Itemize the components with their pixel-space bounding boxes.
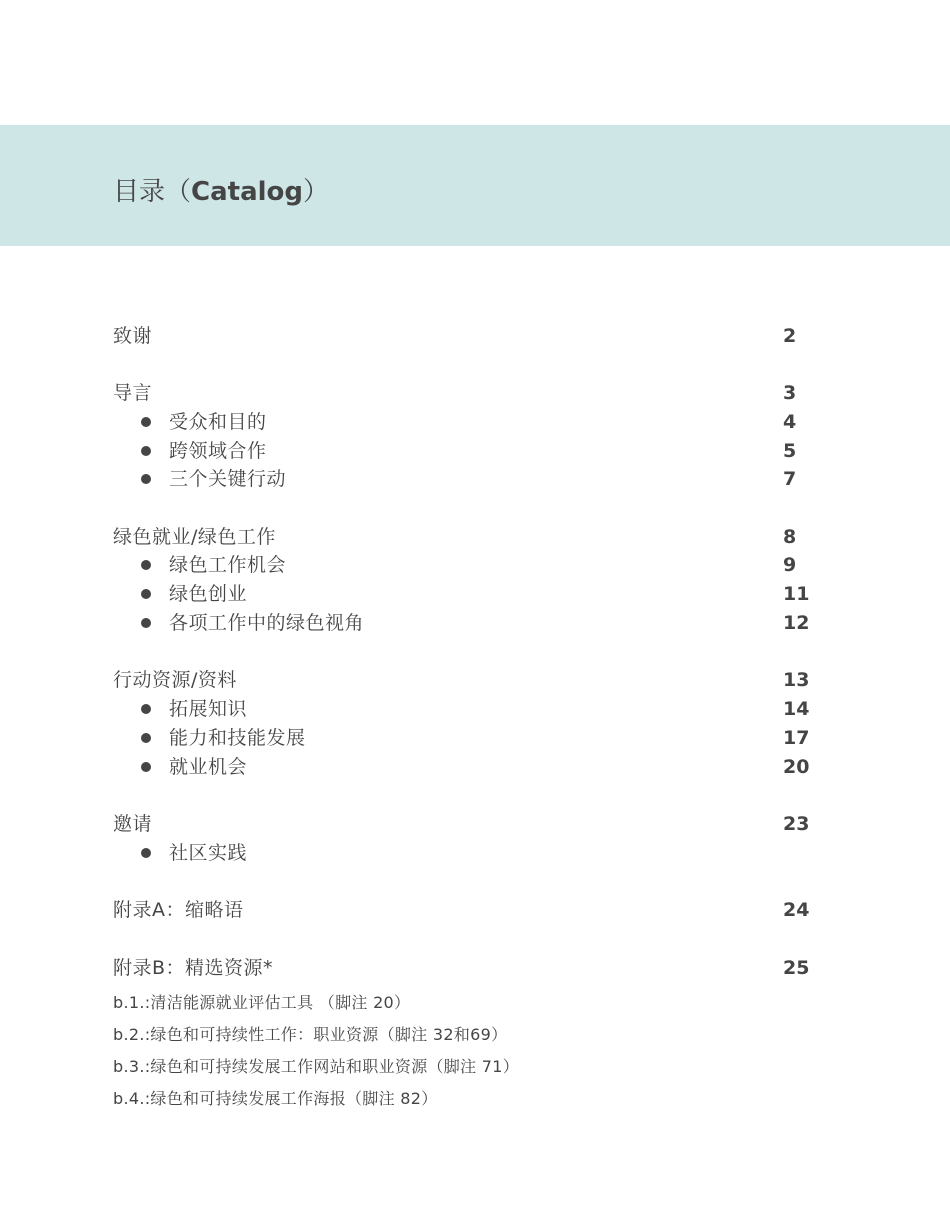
bullet-icon bbox=[141, 589, 151, 599]
page-title-en: Catalog bbox=[191, 177, 304, 207]
toc-entry-page: 2 bbox=[783, 325, 797, 347]
toc-subentry-green-perspective[interactable] bbox=[113, 609, 808, 637]
toc-entry-page: 9 bbox=[783, 554, 797, 576]
toc-entry-page: 23 bbox=[783, 813, 810, 835]
toc-entry-page: 20 bbox=[783, 756, 810, 778]
toc-subentry-employment-opportunities[interactable] bbox=[113, 753, 808, 781]
toc-entry-title: 绿色工作机会 bbox=[169, 554, 287, 576]
toc-entry-green-jobs[interactable] bbox=[113, 523, 808, 551]
resource-item: b.1.:清洁能源就业评估工具 （脚注 20） bbox=[113, 993, 411, 1012]
toc-entry-appendix-b[interactable] bbox=[113, 954, 808, 982]
toc-entry-title: 能力和技能发展 bbox=[169, 727, 306, 749]
toc-entry-title: 绿色创业 bbox=[169, 583, 248, 605]
toc-entry-title: 跨领域合作 bbox=[169, 440, 267, 462]
bullet-icon bbox=[141, 733, 151, 743]
toc-entry-title: 致谢 bbox=[113, 325, 153, 347]
toc-entry-title: 附录A：缩略语 bbox=[113, 899, 244, 921]
resource-item: b.4.:绿色和可持续发展工作海报（脚注 82） bbox=[113, 1089, 438, 1108]
toc-entry-page: 14 bbox=[783, 698, 810, 720]
toc-subentry-green-entrepreneurship[interactable] bbox=[113, 580, 808, 608]
toc-entry-title: 导言 bbox=[113, 382, 153, 404]
toc-entry-title: 行动资源/资料 bbox=[113, 669, 237, 691]
toc-entry-title: 附录B：精选资源* bbox=[113, 957, 274, 979]
toc-entry-acknowledgements[interactable] bbox=[113, 322, 808, 350]
toc-entry-page: 5 bbox=[783, 440, 797, 462]
page-title-cn: 目录（ bbox=[113, 177, 192, 207]
toc-entry-title: 邀请 bbox=[113, 813, 153, 835]
toc-entry-page: 25 bbox=[783, 957, 810, 979]
toc-entry-page: 3 bbox=[783, 382, 797, 404]
toc-entry-title: 绿色就业/绿色工作 bbox=[113, 526, 276, 548]
bullet-icon bbox=[141, 446, 151, 456]
toc-entry-page: 24 bbox=[783, 899, 810, 921]
toc-entry-page: 17 bbox=[783, 727, 810, 749]
toc-entry-title: 就业机会 bbox=[169, 756, 248, 778]
bullet-icon bbox=[141, 618, 151, 628]
toc-subentry-key-actions[interactable] bbox=[113, 465, 808, 493]
bullet-icon bbox=[141, 417, 151, 427]
page-title bbox=[113, 172, 329, 212]
toc-entry-invitation[interactable] bbox=[113, 810, 808, 838]
toc-entry-page: 13 bbox=[783, 669, 810, 691]
toc-entry-action-resources[interactable] bbox=[113, 666, 808, 694]
toc-entry-title: 社区实践 bbox=[169, 842, 248, 864]
resource-item: b.3.:绿色和可持续发展工作网站和职业资源（脚注 71） bbox=[113, 1057, 520, 1076]
toc-entry-page: 7 bbox=[783, 468, 797, 490]
toc-subentry-cooperation[interactable] bbox=[113, 437, 808, 465]
toc-subentry-expand-knowledge[interactable] bbox=[113, 695, 808, 723]
toc-entry-page: 11 bbox=[783, 583, 810, 605]
toc-subentry-green-opportunities[interactable] bbox=[113, 551, 808, 579]
toc-entry-title: 各项工作中的绿色视角 bbox=[169, 612, 365, 634]
toc-entry-title: 受众和目的 bbox=[169, 411, 267, 433]
toc-entry-introduction[interactable] bbox=[113, 379, 808, 407]
toc-entry-page: 8 bbox=[783, 526, 797, 548]
bullet-icon bbox=[141, 848, 151, 858]
toc-entry-title: 拓展知识 bbox=[169, 698, 248, 720]
bullet-icon bbox=[141, 762, 151, 772]
bullet-icon bbox=[141, 704, 151, 714]
toc-subentry-community-practice[interactable] bbox=[113, 839, 808, 867]
toc-entry-page: 12 bbox=[783, 612, 810, 634]
toc-subentry-skills-development[interactable] bbox=[113, 724, 808, 752]
resource-item: b.2.:绿色和可持续性工作：职业资源（脚注 32和69） bbox=[113, 1025, 508, 1044]
toc-entry-appendix-a[interactable] bbox=[113, 896, 808, 924]
toc-subentry-audience[interactable] bbox=[113, 408, 808, 436]
page-title-end: ） bbox=[303, 177, 330, 207]
bullet-icon bbox=[141, 560, 151, 570]
toc-entry-title: 三个关键行动 bbox=[169, 468, 287, 490]
toc-entry-page: 4 bbox=[783, 411, 797, 433]
bullet-icon bbox=[141, 474, 151, 484]
